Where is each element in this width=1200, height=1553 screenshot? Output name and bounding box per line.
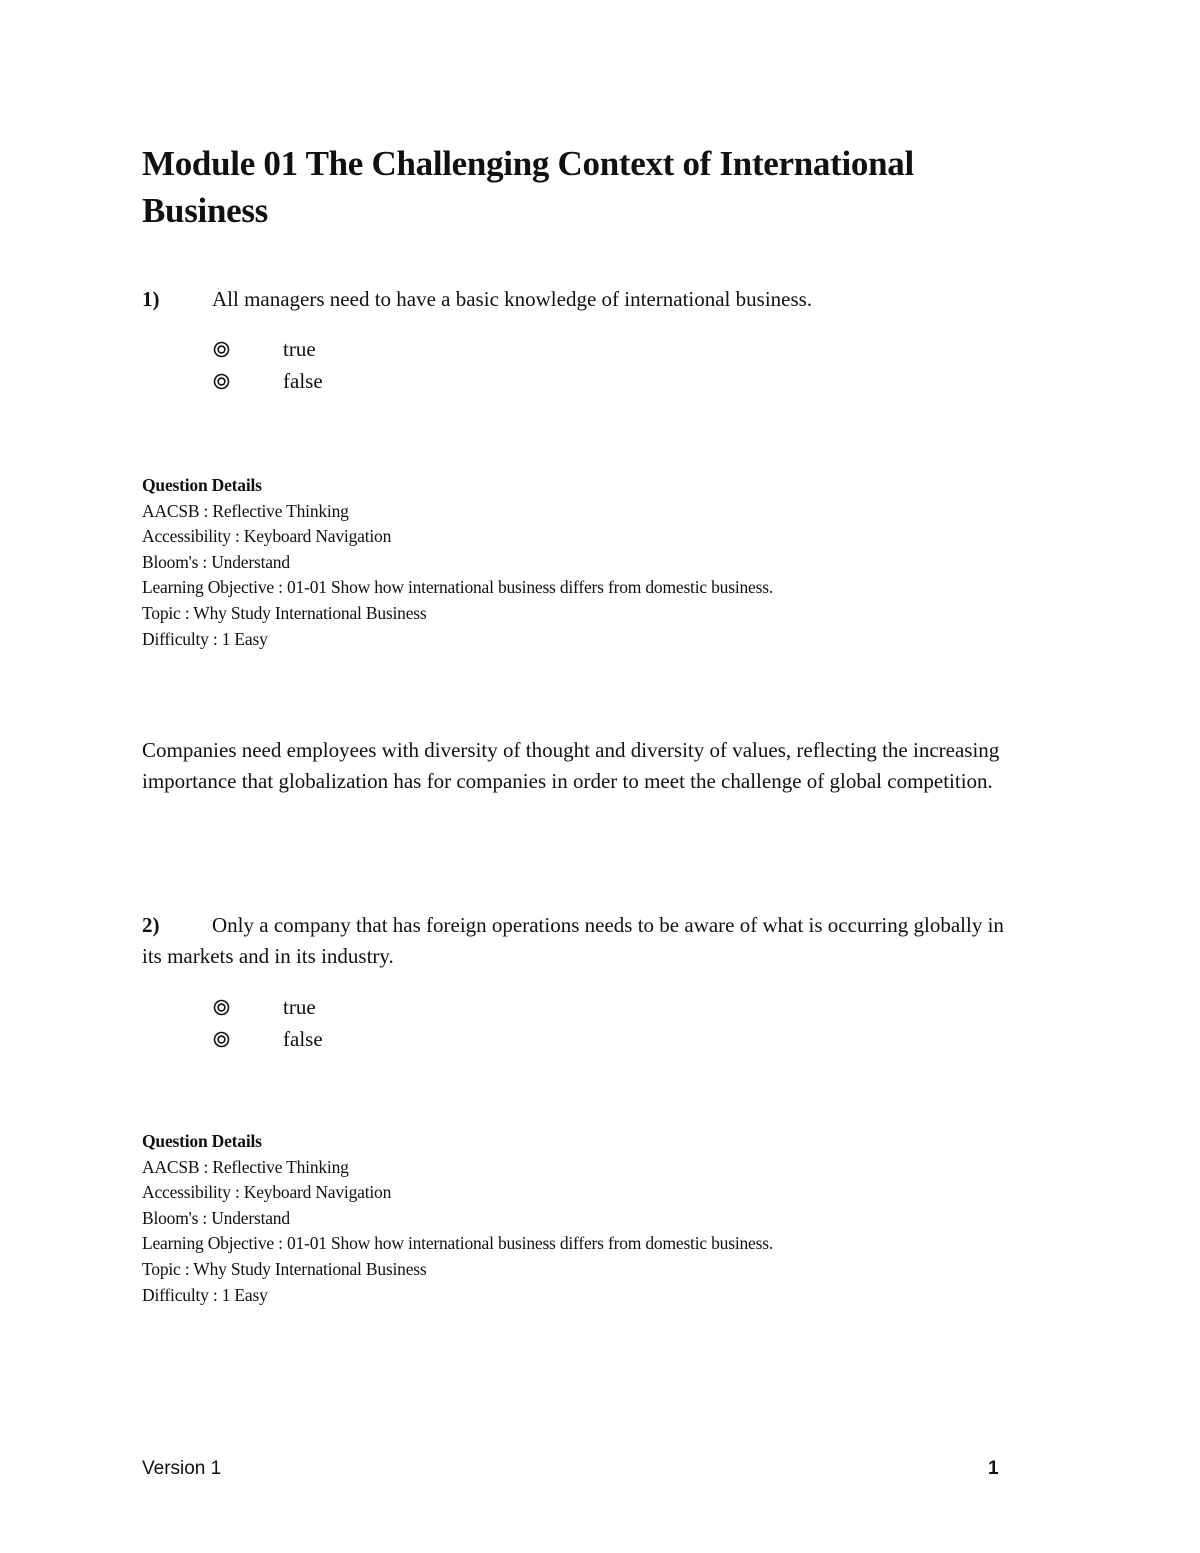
question-1-option-false[interactable] [213,365,323,397]
option-label: true [283,336,316,361]
details-accessibility: Accessibility : Keyboard Navigation [142,1182,392,1203]
option-label: true [283,994,316,1019]
footer-page-number: 1 [988,1458,999,1479]
details-heading: Question Details [142,1131,262,1151]
question-2-option-false[interactable] [213,1023,323,1055]
footer-version: Version 1 [142,1458,222,1479]
question-1-details [142,473,1042,652]
details-topic: Topic : Why Study International Business [142,602,427,623]
details-blooms: Bloom's : Understand [142,1207,290,1228]
question-1-text: All managers need to have a basic knowledge of international business. [212,287,813,311]
question-1-options [213,333,323,397]
question-1-feedback: Companies need employees with diversity of thought and diversity of values, reflecting the increasing importance that globalization has for companies in order to meet the challenge of global competition. [142,738,1000,793]
question-2-details [142,1129,1042,1308]
details-topic: Topic : Why Study International Business [142,1258,427,1279]
radio-target-icon[interactable] [213,341,283,358]
question-2-option-true[interactable] [213,991,323,1023]
question-1-option-true[interactable] [213,333,323,365]
question-2-number: 2) [142,913,160,937]
question-2-options [213,991,323,1055]
details-learning-objective: Learning Objective : 01-01 Show how international business differs from domestic business. [142,1233,774,1254]
details-heading: Question Details [142,475,262,495]
radio-target-icon[interactable] [213,999,283,1016]
page-title: Module 01 The Challenging Context of International Business [142,144,914,230]
details-aacsb: AACSB : Reflective Thinking [142,500,349,521]
details-accessibility: Accessibility : Keyboard Navigation [142,526,392,547]
details-difficulty: Difficulty : 1 Easy [142,628,268,649]
option-label: false [283,368,323,393]
details-aacsb: AACSB : Reflective Thinking [142,1156,349,1177]
details-blooms: Bloom's : Understand [142,551,290,572]
question-2-stem [142,910,1022,972]
radio-target-icon[interactable] [213,373,283,390]
question-1-number: 1) [142,287,160,311]
option-label: false [283,1026,323,1051]
radio-target-icon[interactable] [213,1031,283,1048]
question-2-text: Only a company that has foreign operations needs to be aware of what is occurring globally in its markets and in its industry. [142,913,1004,968]
question-1-stem [142,284,1022,315]
details-learning-objective: Learning Objective : 01-01 Show how international business differs from domestic business. [142,577,774,598]
details-difficulty: Difficulty : 1 Easy [142,1284,268,1305]
